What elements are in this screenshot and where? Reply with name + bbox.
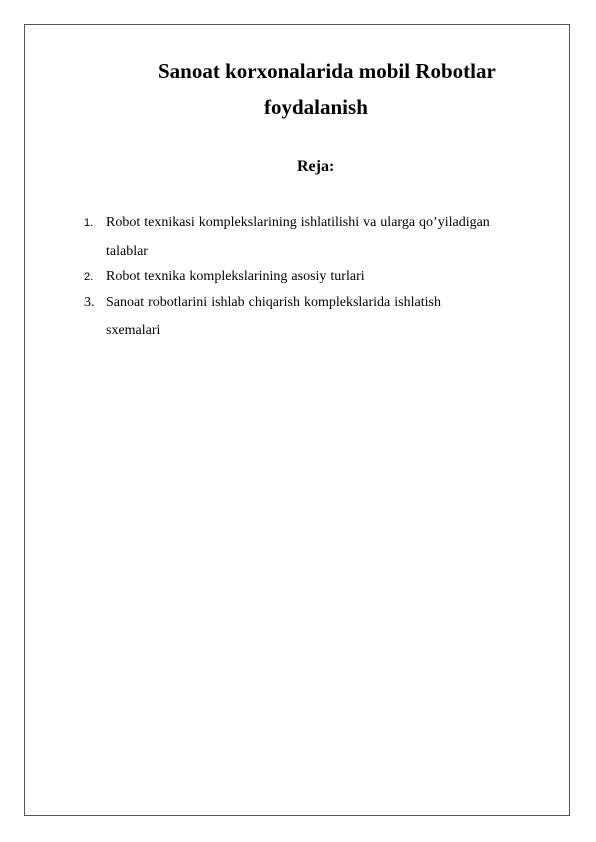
- plan-item-text: Robot texnika komplekslarining asosiy turlari: [106, 269, 365, 284]
- plan-item-text: Sanoat robotlarini ishlab chiqarish komplekslarida ishlatish: [106, 295, 441, 310]
- document-title-line-2: foydalanish: [264, 95, 368, 119]
- plan-heading: Reja:: [297, 158, 335, 175]
- document-title-line-1: Sanoat korxonalarida mobil Robotlar: [158, 59, 496, 83]
- plan-item-3-continuation: sxemalari: [106, 323, 161, 338]
- page-border: [24, 24, 570, 816]
- plan-item-number: 1.: [84, 217, 94, 229]
- plan-item-text: Robot texnikasi komplekslarining ishlatilishi va ularga qo’yiladigan: [106, 215, 490, 230]
- plan-item-number: 2.: [84, 271, 94, 283]
- plan-item-1-continuation: talablar: [106, 244, 148, 259]
- plan-item-number: 3.: [84, 295, 95, 310]
